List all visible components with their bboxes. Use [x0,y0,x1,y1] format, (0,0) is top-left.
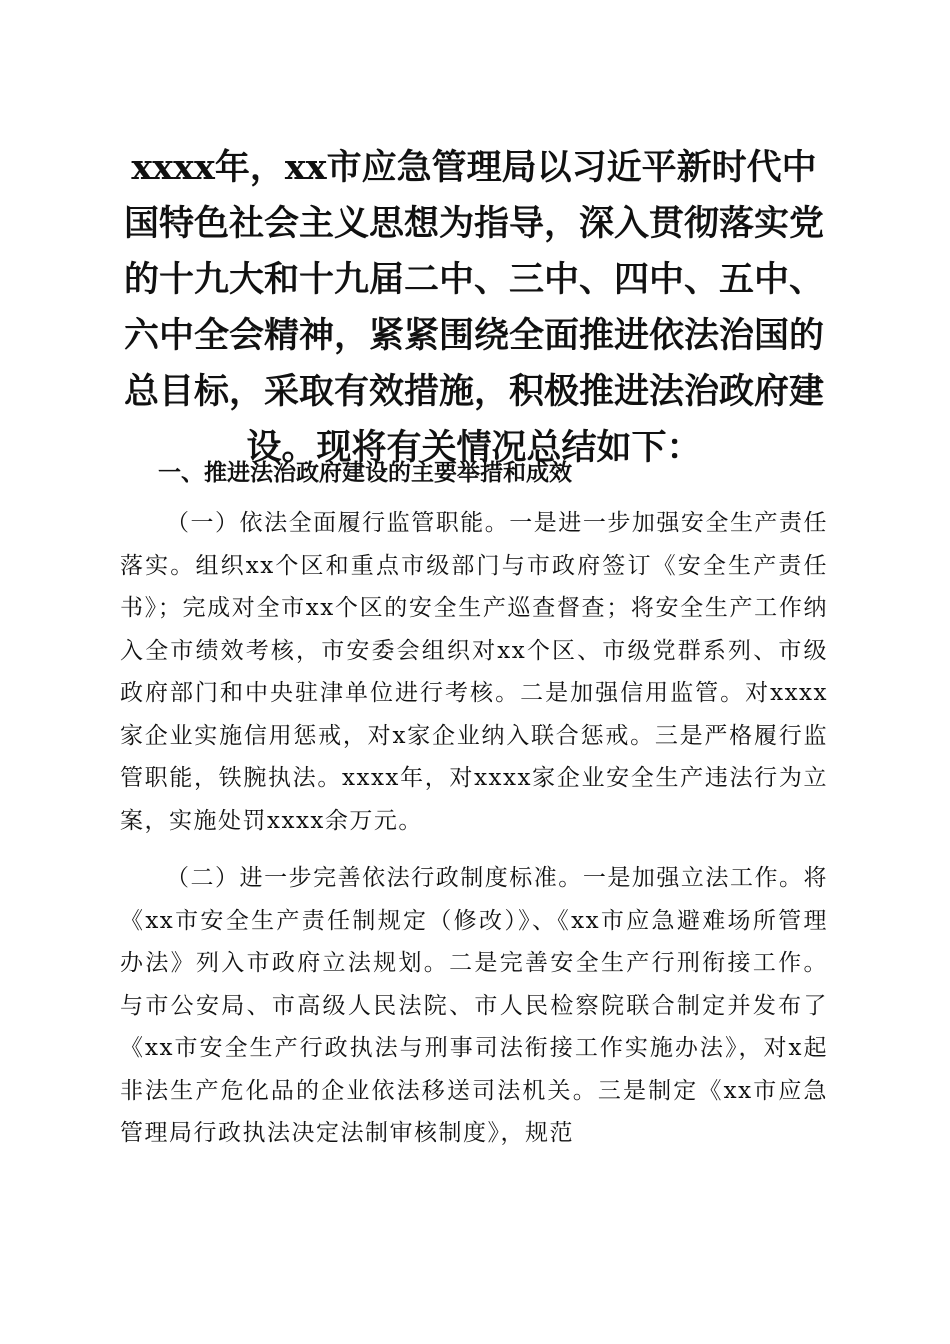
paragraph-1: （一）依法全面履行监管职能。一是进一步加强安全生产责任落实。组织xx个区和重点市级部门与市政府签订《安全生产责任书》；完成对全市xx个区的安全生产巡查督查；将安全生产工作纳入全市绩效考核，市安委会组织对xx个区、市级党群系列、市级政府部门和中央驻津单位进行考核。二是加强信用监管。对xxxx家企业实施信用惩戒，对x家企业纳入联合惩戒。三是严格履行监管职能，铁腕执法。xxxx年，对xxxx家企业安全生产违法行为立案，实施处罚xxxx余万元。 [120,510,828,834]
paragraph-2: （二）进一步完善依法行政制度标准。一是加强立法工作。将《xx市安全生产责任制规定（修改）》、《xx市应急避难场所管理办法》列入市政府立法规划。二是完善安全生产行刑衔接工作。与市公安局、市高级人民法院、市人民检察院联合制定并发布了《xx市安全生产行政执法与刑事司法衔接工作实施办法》，对x起非法生产危化品的企业依法移送司法机关。三是制定《xx市应急管理局行政执法决定法制审核制度》，规范 [120,865,828,1146]
section-heading: 一、推进法治政府建设的主要举措和成效 [158,460,572,486]
document-title: xxxx年，xx市应急管理局以习近平新时代中国特色社会主义思想为指导，深入贯彻落实党的十九大和十九届二中、三中、四中、五中、六中全会精神，紧紧围绕全面推进依法治国的总目标，采取有效措施，积极推进法治政府建设。现将有关情况总结如下： [123,147,824,468]
